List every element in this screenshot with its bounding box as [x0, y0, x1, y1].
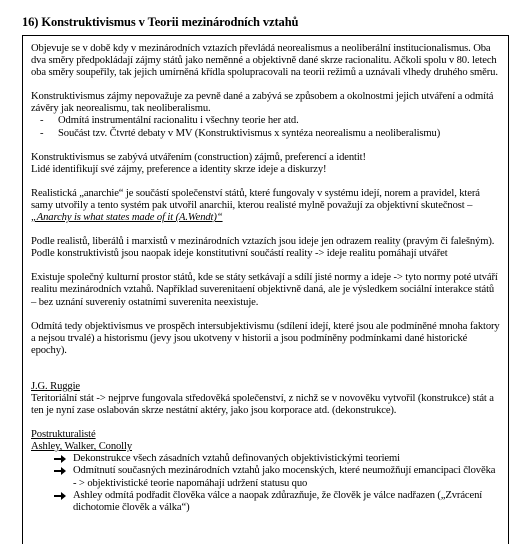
spacer	[31, 79, 501, 91]
document-body	[31, 43, 501, 514]
spacer	[31, 357, 501, 381]
list-item	[54, 453, 501, 465]
ruggie-heading: J.G. Ruggie	[31, 380, 81, 392]
interest-paragraph: Konstruktivismus zájmy nepovažuje za pevně dané a zabývá se způsobem a okolnostmi jejich utváření a odmítá závěry jak neorealismu, tak neoliberalismu.	[31, 91, 494, 115]
intro-paragraph: Objevuje se v době kdy v mezinárodních vztazích převládá neorealismus a neoliberální institucionalismus. Oba dva směry předpokládají zájmy států jako neměnné a objektivně dané skrze racionalitu. Ačkoli spolu v 80. letech oba směry soupeřily, tak jejich umírněná křídla spolupracovali na teorii režimů a uznávali vlhedy druhého směru.	[31, 43, 498, 79]
anarchy-paragraph	[31, 188, 501, 224]
list-item-text: Ashley odmítá podřadit člověka válce a naopak zdůrazňuje, že člověk je válce nadřazen („Zvrácení dichotomie člověk a válka“)	[73, 489, 483, 513]
poststructuralists-names: Ashley, Walker, Conolly	[31, 441, 133, 453]
arrow-right-icon	[54, 467, 66, 475]
construction-line-2: Lidé identifikují své zájmy, preference a identity skrze ideje a diskurzy!	[31, 163, 327, 175]
list-item-text: Dekonstrukce všech zásadních vztahů definovaných objektivistickými teoriemi	[73, 453, 400, 465]
common-space-paragraph: Existuje společný kulturní prostor států, kde se státy setkávají a sdílí jisté normy a ideje -> tyto normy poté utváří realitu mezinárodních vztahů. Například suverenitaení objektivně daná, ale je výsledkem sociální interakce států – bez uznání suvereniy ostatními suverenita neexistuje.	[31, 272, 498, 308]
intersubjectivity-paragraph: Odmítá tedy objektivismus ve prospěch intersubjektivismu (sdílení idejí, které jsou ale podmíněné mnoha faktory a nejsou trvalé) a historismu (jevy jsou ukotveny v historii a jsou podmíněny podmínkami dané historické epochy).	[31, 320, 500, 356]
spacer	[31, 176, 501, 188]
realists-line-1: Podle realistů, liberálů i marxistů v mezinárodních vztazích jsou ideje jen odrazem reality (pravým či falešným).	[31, 236, 495, 248]
spacer	[31, 140, 501, 152]
poststructuralists-heading: Postrukturalisté	[31, 429, 96, 441]
spacer	[31, 260, 501, 272]
section-heading: 16) Konstruktivismus v Teorii mezinárodních vztahů	[22, 15, 299, 29]
ruggie-paragraph: Teritoriální stát -> nejprve fungovala středověká společenství, z nichž se v novověku vytvořil (konstrukce) stát a ten je nyní zase oslabován skrze nestátní aktéry, jako jsou korporace atd. (dekonstrukce).	[31, 392, 494, 417]
list-item	[54, 490, 501, 514]
arrow-right-icon	[54, 492, 66, 500]
arrow-right-icon	[54, 455, 66, 463]
list-item-text: Odmítnutí současných mezinárodních vztahů jako mocenských, které neumožňují emancipaci člověka - > objektivistické teorie napomáhají udržení statusu quo	[73, 465, 496, 489]
list-item: - Součást tzv. Čtvrté debaty v MV (Konstruktivismus x syntéza neorealismu a neoliberalismu)	[40, 128, 501, 140]
spacer	[31, 224, 501, 236]
anarchy-text: Realistická „anarchie“ je součástí společenství států, které fungovaly v systému idejí, norem a pravidel, která samy utvořily a tento systém pak utvořil anarchii, kterou realisté mylně považují za objektivní skutečnost –	[31, 187, 480, 211]
interest-list	[31, 115, 501, 139]
list-item	[54, 465, 501, 489]
realists-line-2: Podle konstruktivistů jsou naopak ideje konstitutivní součástí reality -> ideje realitu pomáhají utvářet	[31, 248, 448, 260]
construction-line-1: Konstruktivismus se zabývá utvářením (construction) zájmů, preferencí a identit!	[31, 151, 366, 163]
spacer	[31, 417, 501, 429]
spacer	[31, 309, 501, 321]
wendt-quote: „Anarchy is what states made of it (A.Wendt)“	[31, 212, 223, 224]
list-item: - Odmítá instrumentální racionalitu i všechny teorie her atd.	[40, 115, 501, 127]
poststructuralists-list	[31, 453, 501, 513]
